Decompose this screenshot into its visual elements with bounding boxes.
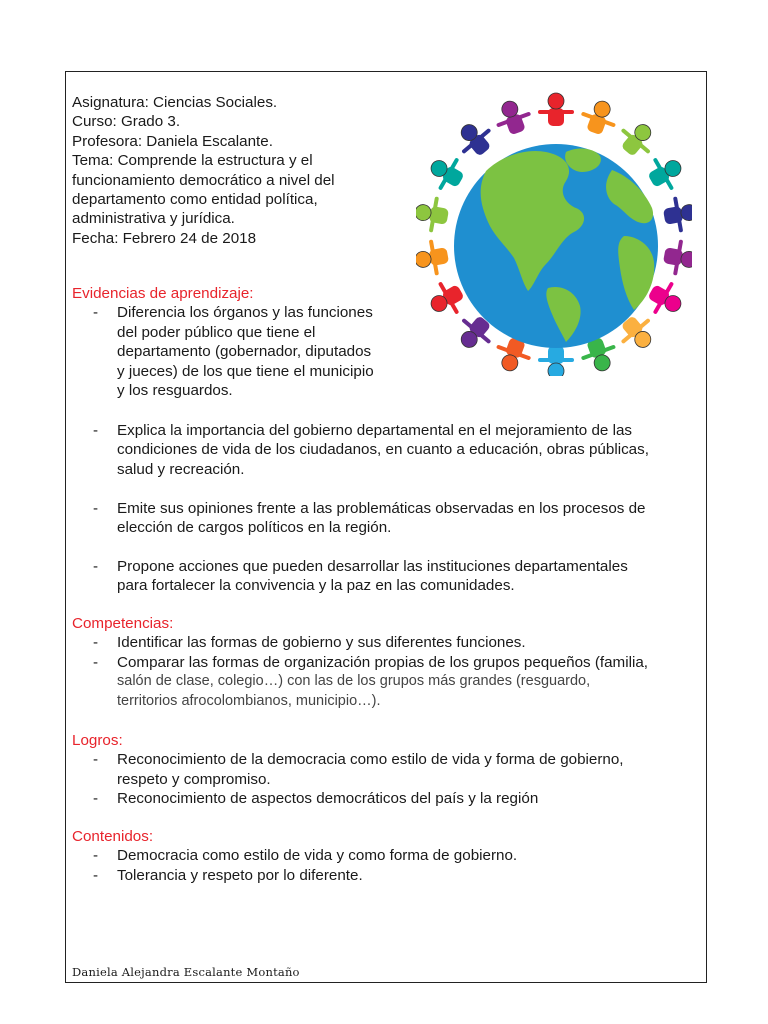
child-figure [577, 95, 622, 138]
course-header [72, 93, 402, 248]
list-item: - Comparar las formas de organización propias de los grupos pequeños (familia, salón de clase, colegio…) con las de los grupos más grandes (resguardo, territorios afrocolombianos, municipio…). [93, 653, 648, 709]
evidencias-section [72, 284, 702, 400]
child-figure [416, 193, 451, 234]
child-figure [450, 115, 499, 163]
topic-line: funcionamiento democrático a nivel del [72, 171, 335, 189]
dash-marker: - [93, 500, 99, 517]
section-title-evidencias: Evidencias de aprendizaje: [72, 285, 254, 302]
dash-marker: - [93, 847, 99, 865]
list-item: - Reconocimiento de la democracia como estilo de vida y forma de gobierno, respeto y compromiso. [93, 751, 624, 788]
list-item: - Reconocimiento de aspectos democráticos del país y la región [93, 790, 539, 808]
dash-marker: - [93, 790, 99, 808]
topic-line: administrativa y jurídica. [72, 210, 235, 228]
child-figure [613, 115, 662, 163]
list-item: - Explica la importancia del gobierno departamental en el mejoramiento de las condiciones de vida de los ciudadanos, en cuanto a educación, obras públicas, salud y recreación. [93, 422, 649, 478]
list-item: - Tolerancia y respeto por lo diferente. [93, 866, 363, 884]
evidencias-item-4 [72, 557, 702, 596]
dash-marker: - [93, 558, 99, 575]
child-figure [661, 193, 692, 234]
dash-marker: - [93, 866, 99, 884]
child-figure [642, 149, 689, 197]
dash-marker: - [93, 653, 99, 671]
grade-line: Curso: Grado 3. [72, 113, 181, 131]
teacher-line: Profesora: Daniela Escalante. [72, 132, 273, 150]
logros-section [72, 731, 702, 809]
child-figure [490, 95, 535, 138]
dash-marker: - [93, 422, 99, 439]
section-title-logros: Logros: [72, 732, 123, 749]
contenidos-section [72, 827, 702, 885]
date-line: Fecha: Febrero 24 de 2018 [72, 229, 257, 247]
child-figure [416, 237, 451, 278]
list-item: - Propone acciones que pueden desarrollar las instituciones departamentales para fortalecer la convivencia y la paz en las comunidades. [93, 558, 628, 595]
competencias-section [72, 614, 702, 711]
dash-marker: - [93, 751, 99, 769]
evidencias-list [72, 303, 702, 400]
list-item: - Diferencia los órganos y las funciones del poder público que tiene el departamento (gobernador, diputados y jueces) de los que tiene el municipio y los resguardos. [93, 304, 374, 400]
subject-line: Asignatura: Ciencias Sociales. [72, 94, 278, 111]
author-signature: Daniela Alejandra Escalante Montaño [72, 965, 300, 979]
topic-line: Tema: Comprende la estructura y el [72, 152, 313, 170]
document-page [65, 71, 707, 983]
child-figure [661, 237, 692, 278]
dash-marker: - [93, 304, 99, 322]
list-item: - Democracia como estilo de vida y como forma de gobierno. [93, 847, 518, 865]
list-item: - Emite sus opiniones frente a las problemáticas observadas en los procesos de elección de cargos políticos en la región. [93, 500, 646, 537]
topic-line: departamento como entidad política, [72, 191, 318, 209]
section-title-competencias: Competencias: [72, 615, 174, 632]
child-figure [423, 149, 470, 197]
child-figure [538, 93, 574, 126]
evidencias-item-2 [72, 421, 702, 479]
section-title-contenidos: Contenidos: [72, 828, 154, 845]
dash-marker: - [93, 634, 99, 652]
evidencias-item-3 [72, 499, 702, 538]
list-item: - Identificar las formas de gobierno y sus diferentes funciones. [93, 634, 526, 652]
